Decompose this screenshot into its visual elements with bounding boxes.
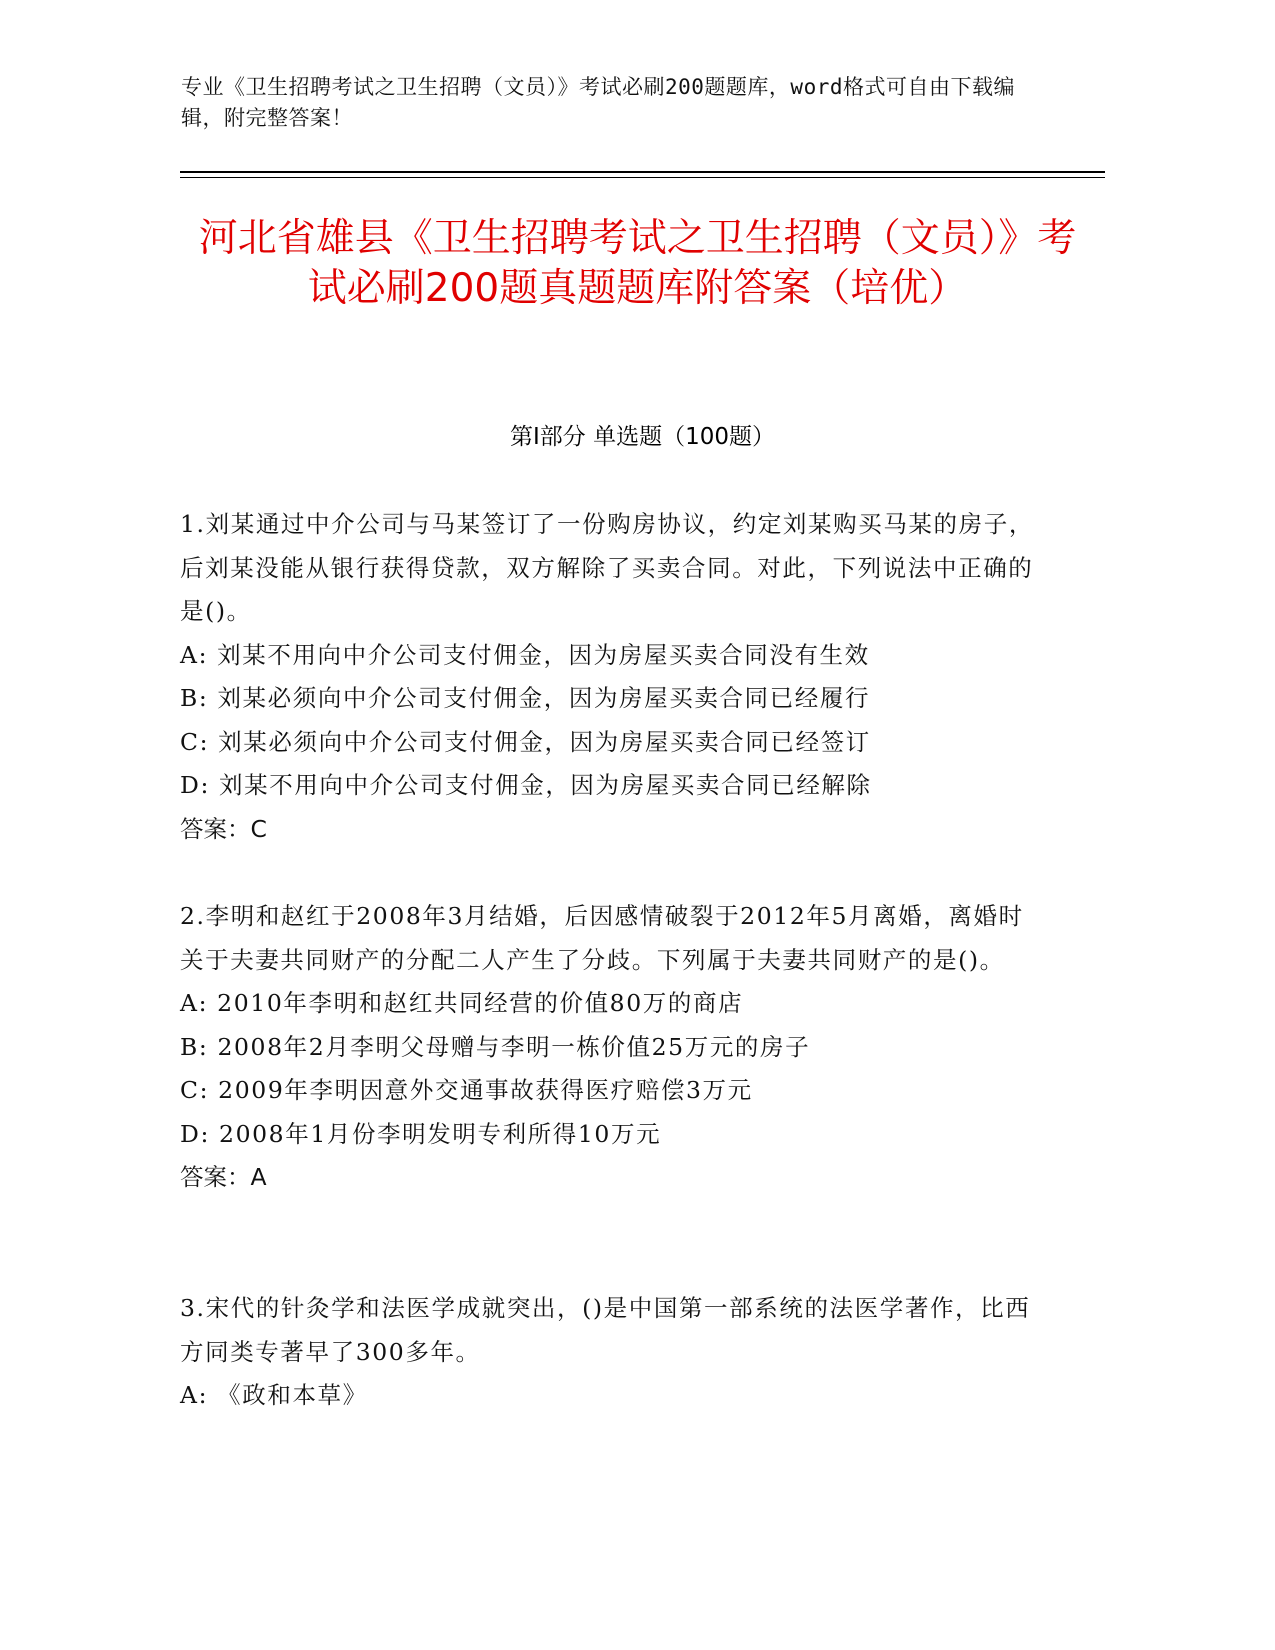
header-note: 专业《卫生招聘考试之卫生招聘（文员）》考试必刷200题题库，word格式可自由下载编辑，附完整答案！ (181, 75, 1015, 130)
option-b: B: 刘某必须向中介公司支付佣金，因为房屋买卖合同已经履行 (180, 684, 871, 712)
header-divider-thin (180, 177, 1105, 178)
option-b: B: 2008年2月李明父母赠与李明一栋价值25万元的房子 (180, 1032, 811, 1061)
answer: 答案：C (180, 814, 267, 843)
option-a: A: 《政和本草》 (180, 1381, 368, 1409)
question-stem: 2.李明和赵红于2008年3月结婚，后因感情破裂于2012年5月离婚，离婚时关于夫妻共同财产的分配二人产生了分歧。下列属于夫妻共同财产的是()。 (180, 902, 1024, 974)
option-d: D: 2008年1月份李明发明专利所得10万元 (180, 1119, 662, 1148)
option-a: A: 刘某不用向中介公司支付佣金，因为房屋买卖合同没有生效 (180, 640, 870, 669)
question-2 (180, 895, 1040, 1200)
document-title: 河北省雄县《卫生招聘考试之卫生招聘（文员）》考试必刷200题真题题库附答案（培优） (198, 216, 1077, 311)
answer: 答案：A (180, 1163, 267, 1191)
option-d: D: 刘某不用向中介公司支付佣金，因为房屋买卖合同已经解除 (180, 771, 872, 799)
section-heading: 第Ⅰ部分 单选题（100题） (510, 424, 775, 450)
question-stem: 3.宋代的针灸学和法医学成就突出，()是中国第一部系统的法医学著作，比西方同类专著早了300多年。 (180, 1294, 1031, 1366)
question-stem: 1.刘某通过中介公司与马某签订了一份购房协议，约定刘某购买马某的房子，后刘某没能从银行获得贷款，双方解除了买卖合同。对此，下列说法中正确的是()。 (180, 510, 1034, 625)
question-3 (180, 1287, 1040, 1418)
header-divider-thick (180, 171, 1105, 173)
option-a: A: 2010年李明和赵红共同经营的价值80万的商店 (180, 989, 744, 1017)
option-c: C: 刘某必须向中介公司支付佣金，因为房屋买卖合同已经签订 (180, 727, 871, 756)
option-c: C: 2009年李明因意外交通事故获得医疗赔偿3万元 (180, 1076, 753, 1104)
question-1 (180, 503, 1040, 851)
